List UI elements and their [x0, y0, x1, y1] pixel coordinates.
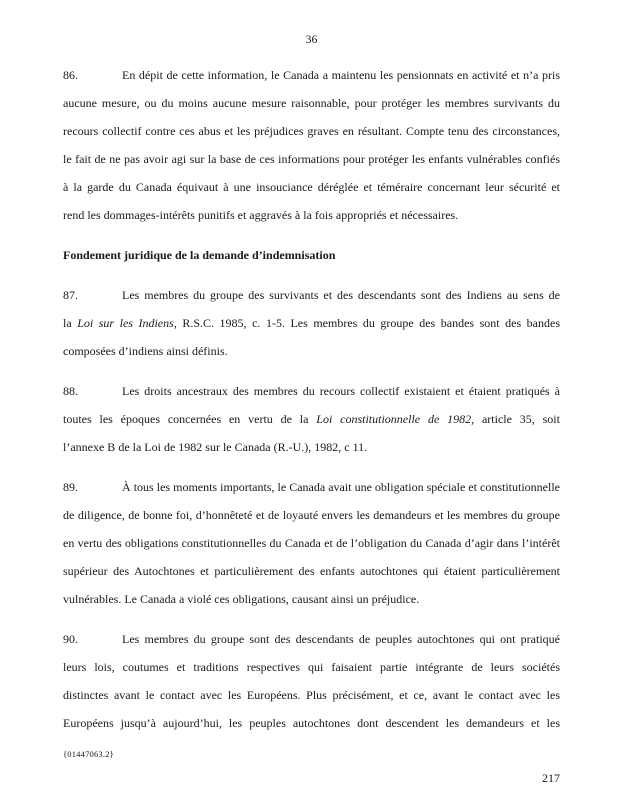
- text-segment: Les membres du groupe sont des descendants de peuples autochtones qui ont pratiqué: [122, 632, 560, 646]
- paragraph-number: 89.: [63, 480, 78, 494]
- text-segment: toutes les époques concernées en vertu de la: [63, 412, 317, 426]
- text-segment: composées d’indiens ainsi définis.: [63, 344, 228, 358]
- text-segment: En dépit de cette information, le Canada a maintenu les pensionnats en activité et n’a pris: [122, 68, 560, 82]
- text-line: [63, 529, 560, 557]
- document-body: [63, 61, 560, 760]
- text-segment: aucune mesure, ou du moins aucune mesure raisonnable, pour protéger les membres survivants du: [63, 96, 560, 110]
- text-line: [63, 709, 560, 737]
- text-line: [63, 557, 560, 585]
- text-line: [63, 681, 560, 709]
- text-segment: Les membres du groupe des survivants et des descendants sont des Indiens au sens de: [122, 288, 560, 302]
- paragraph-87: [63, 281, 560, 365]
- text-segment: Les droits ancestraux des membres du recours collectif existaient et étaient pratiqués à: [122, 384, 560, 398]
- text-line: [63, 585, 560, 613]
- text-line: [63, 173, 560, 201]
- text-segment: supérieur des Autochtones et particulièrement des enfants autochtones qui étaient particulièrement: [63, 564, 560, 578]
- text-line: [63, 337, 560, 365]
- page-number-bottom: 217: [542, 771, 560, 785]
- text-segment: , R.S.C. 1985, c. 1-5. Les membres du groupe des bandes sont des bandes: [173, 316, 560, 330]
- section-heading: Fondement juridique de la demande d’indemnisation: [63, 248, 336, 262]
- paragraph-number: 90.: [63, 632, 78, 646]
- paragraph-90: [63, 625, 560, 737]
- text-segment: À tous les moments importants, le Canada avait une obligation spéciale et constitutionnelle: [122, 480, 560, 494]
- text-segment: distinctes avant le contact avec les Européens. Plus précisément, et ce, avant le contact avec les: [63, 688, 560, 702]
- paragraph-88: [63, 377, 560, 461]
- text-segment: leurs lois, coutumes et traditions respectives qui faisaient partie intégrante de leurs sociétés: [63, 660, 560, 674]
- text-line: [63, 625, 560, 653]
- paragraph-number: 86.: [63, 68, 78, 82]
- text-segment: rend les dommages-intérêts punitifs et aggravés à la fois appropriés et nécessaires.: [63, 208, 459, 222]
- paragraph-number: 87.: [63, 288, 78, 302]
- text-segment: à la garde du Canada équivaut à une insouciance déréglée et téméraire concernant leur sécurité et: [63, 180, 560, 194]
- text-line: [63, 473, 560, 501]
- text-line: [63, 117, 560, 145]
- text-segment: le fait de ne pas avoir agi sur la base de ces informations pour protéger les enfants vulnérables confiés: [63, 152, 560, 166]
- text-segment: de diligence, de bonne foi, d’honnêteté et de loyauté envers les demandeurs et les membres du groupe: [63, 508, 560, 522]
- text-line: [63, 61, 560, 89]
- text-line: [63, 653, 560, 681]
- text-line: [63, 501, 560, 529]
- statute-citation: Loi sur les Indiens: [77, 316, 174, 330]
- statute-citation: Loi constitutionnelle de 1982,: [316, 412, 475, 426]
- text-line: [63, 145, 560, 173]
- paragraph-86: [63, 61, 560, 229]
- text-line: [63, 281, 560, 309]
- text-line: [63, 89, 560, 117]
- text-segment: article 35, soit: [474, 412, 560, 426]
- paragraph-89: [63, 473, 560, 613]
- text-segment: Européens jusqu’à aujourd’hui, les peuples autochtones dont descendent les demandeurs et les: [63, 716, 560, 730]
- text-segment: l’annexe B de la Loi de 1982 sur le Canada (R.-U.), 1982, c 11.: [63, 440, 368, 454]
- page-number-top: 36: [305, 32, 318, 46]
- text-line: [63, 433, 560, 461]
- text-line: [63, 309, 560, 337]
- text-line: [63, 201, 560, 229]
- text-line: [63, 405, 560, 433]
- paragraph-number: 88.: [63, 384, 78, 398]
- document-id-stamp: {01447063.2}: [63, 749, 114, 759]
- text-line: [63, 377, 560, 405]
- text-segment: la: [63, 316, 78, 330]
- text-segment: vulnérables. Le Canada a violé ces obligations, causant ainsi un préjudice.: [63, 592, 420, 606]
- text-segment: recours collectif contre ces abus et les préjudices graves en résultant. Compte tenu des circonstances,: [63, 124, 560, 138]
- text-segment: en vertu des obligations constitutionnelles du Canada et de l’obligation du Canada d’agir dans l’intérêt: [63, 536, 560, 550]
